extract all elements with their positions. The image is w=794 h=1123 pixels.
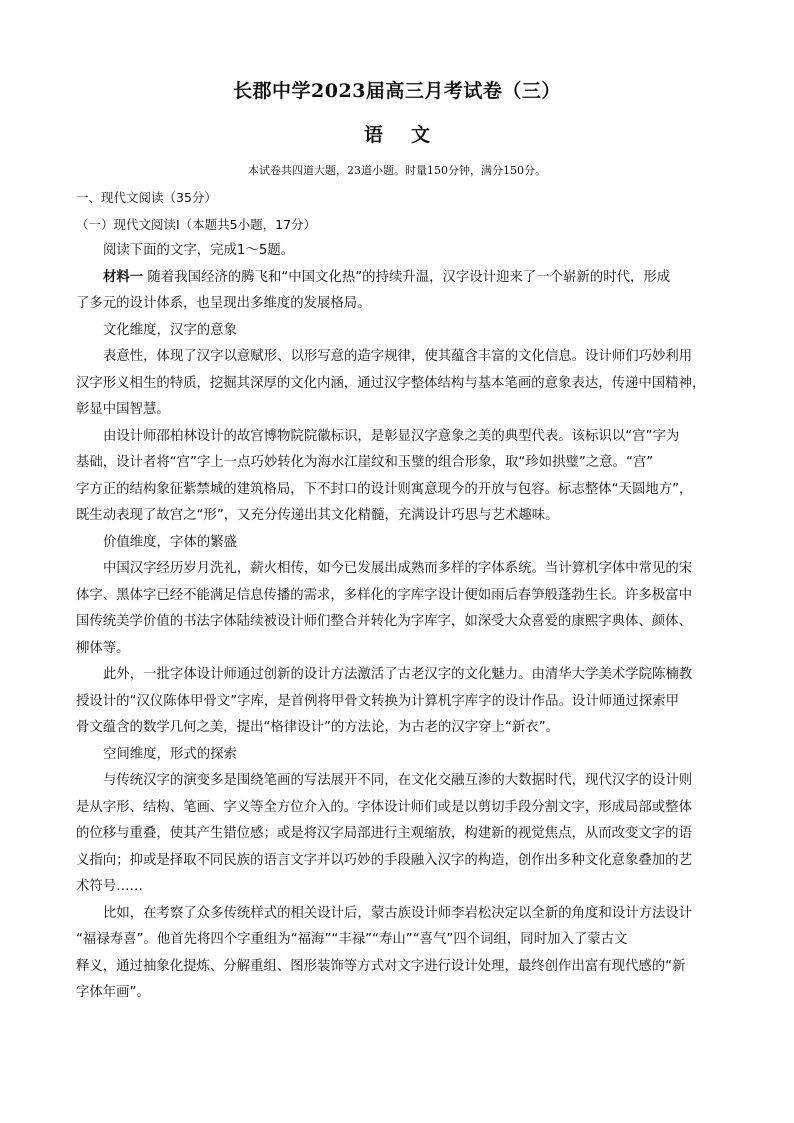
passage-line bbox=[76, 901, 736, 928]
subject-title: 语文 bbox=[363, 124, 458, 146]
passage-line bbox=[76, 689, 736, 716]
line-text: 表意性，体现了汉字以意赋形、以形写意的造字规律，使其蕴含丰富的文化信息。设计师们巧妙利用 bbox=[103, 349, 693, 364]
line-text: 文化维度，汉字的意象 bbox=[103, 322, 237, 338]
passage-line bbox=[76, 556, 736, 583]
passage-line bbox=[76, 980, 736, 1007]
passage-line bbox=[76, 424, 736, 451]
section-heading bbox=[76, 212, 736, 239]
passage-line bbox=[76, 238, 736, 265]
section-heading bbox=[76, 185, 736, 212]
passage-line bbox=[76, 318, 736, 345]
line-text: 授设计的“汉仪陈体甲骨文”字库，是首例将甲骨文转换为计算机字库字的设计作品。设计师通过探索甲 bbox=[76, 693, 680, 709]
line-text: （一）现代文阅读I（本题共5小题，17分） bbox=[76, 216, 317, 232]
passage-line bbox=[76, 768, 736, 795]
passage-line bbox=[76, 636, 736, 663]
passage-line bbox=[76, 450, 736, 477]
line-text: 价值维度，字体的繁盛 bbox=[103, 534, 237, 550]
line-text: 比如，在考察了众多传统样式的相关设计后，蒙古族设计师李岩松决定以全新的角度和设计方法设计 bbox=[103, 905, 693, 921]
passage-line bbox=[76, 477, 736, 504]
passage-line bbox=[76, 742, 736, 769]
line-text: 义指向；抑或是择取不同民族的语言文字并以巧妙的手段融入汉字的构造，创作出多种文化意象叠加的艺 bbox=[76, 852, 692, 868]
line-text: 体字、黑体字已经不能满足信息传播的需求，多样化的字库字设计便如雨后春笋般蓬勃生长。许多极富中 bbox=[76, 587, 692, 603]
line-text: 由设计师邵柏林设计的故宫博物院院徽标识，是彰显汉字意象之美的典型代表。该标识以“宫”字为 bbox=[103, 428, 680, 444]
passage-line bbox=[76, 848, 736, 875]
line-text: 释义，通过抽象化提炼、分解重组、图形装饰等方式对文字进行设计处理，最终创作出富有现代感的“新 bbox=[76, 958, 686, 974]
line-text: 是从字形、结构、笔画、字义等全方位介入的。字体设计师们或是以剪切手段分割文字，形成局部或整体 bbox=[76, 799, 692, 815]
passage-line bbox=[76, 503, 736, 530]
line-text: 了多元的设计体系，也呈现出多维度的发展格局。 bbox=[76, 296, 371, 311]
line-text: 柳体等。 bbox=[76, 640, 130, 656]
passage-line bbox=[76, 662, 736, 689]
passage-line bbox=[76, 874, 736, 901]
passage-line bbox=[76, 583, 736, 610]
line-text: 字方正的结构象征紫禁城的建筑格局，下不封口的设计则寓意现今的开放与包容。标志整体“天圆地方”， bbox=[76, 481, 693, 497]
line-text: 的位移与重叠，使其产生错位感；或是将汉字局部进行主观缩放，构建新的视觉焦点，从而改变文字的语 bbox=[76, 826, 692, 841]
passage-line bbox=[76, 344, 736, 371]
passage-line bbox=[76, 397, 736, 424]
line-text: 彰显中国智慧。 bbox=[76, 402, 170, 417]
exam-title: 长郡中学2023届高三月考试卷（三） bbox=[233, 80, 561, 102]
line-text: 与传统汉字的演变多是围绕笔画的写法展开不同，在文化交融互渗的大数据时代，现代汉字的设计则 bbox=[103, 773, 693, 788]
line-text: “福禄寿喜”。他首先将四个字重组为“福海”“丰禄”“寿山”“喜气”四个词组，同时加入了蒙古文 bbox=[76, 932, 628, 947]
material-label: 材料一 bbox=[103, 269, 144, 285]
passage-body bbox=[76, 185, 736, 1007]
line-text: 字体年画”。 bbox=[76, 985, 150, 1000]
passage-line bbox=[76, 954, 736, 981]
passage-line bbox=[76, 371, 736, 398]
passage-line bbox=[76, 715, 736, 742]
line-text: 基础，设计者将“宫”字上一点巧妙转化为海水江崖纹和玉璧的组合形象，取“珍如拱璧”之意。“宫” bbox=[76, 455, 654, 470]
passage-line bbox=[76, 530, 736, 557]
line-text: 空间维度，形式的探索 bbox=[103, 746, 237, 762]
passage-line bbox=[76, 795, 736, 822]
passage-line bbox=[76, 265, 736, 292]
line-text: 随着我国经济的腾飞和“中国文化热”的持续升温，汉字设计迎来了一个崭新的时代，形成 bbox=[143, 269, 671, 285]
passage-line bbox=[76, 927, 736, 954]
line-text: 既生动表现了故宫之“形”，又充分传递出其文化精髓，充满设计巧思与艺术趣味。 bbox=[76, 508, 559, 523]
passage-line bbox=[76, 609, 736, 636]
line-text: 阅读下面的文字，完成1～5题。 bbox=[103, 243, 295, 258]
passage-line bbox=[76, 291, 736, 318]
passage-line bbox=[76, 821, 736, 848]
line-text: 此外，一批字体设计师通过创新的设计方法激活了古老汉字的文化魅力。由清华大学美术学院陈楠教 bbox=[103, 667, 693, 682]
line-text: 汉字形义相生的特质，挖掘其深厚的文化内涵，通过汉字整体结构与基本笔画的意象表达，传递中国精神， bbox=[76, 375, 706, 391]
line-text: 一、现代文阅读（35分） bbox=[76, 190, 217, 205]
line-text: 中国汉字经历岁月洗礼，薪火相传，如今已发展出成熟而多样的字体系统。当计算机字体中常见的宋 bbox=[103, 561, 693, 576]
line-text: 骨文蕴含的数学几何之美，提出“格律设计”的方法论，为古老的汉字穿上“新衣”。 bbox=[76, 720, 560, 735]
exam-note: 本试卷共四道大题，23道小题。时量150分钟，满分150分。 bbox=[248, 164, 546, 177]
line-text: 国传统美学价值的书法字体陆续被设计师们整合并转化为字库字，如深受大众喜爱的康熙字典体、颜体、 bbox=[76, 614, 692, 629]
line-text: 术符号…… bbox=[76, 879, 143, 894]
